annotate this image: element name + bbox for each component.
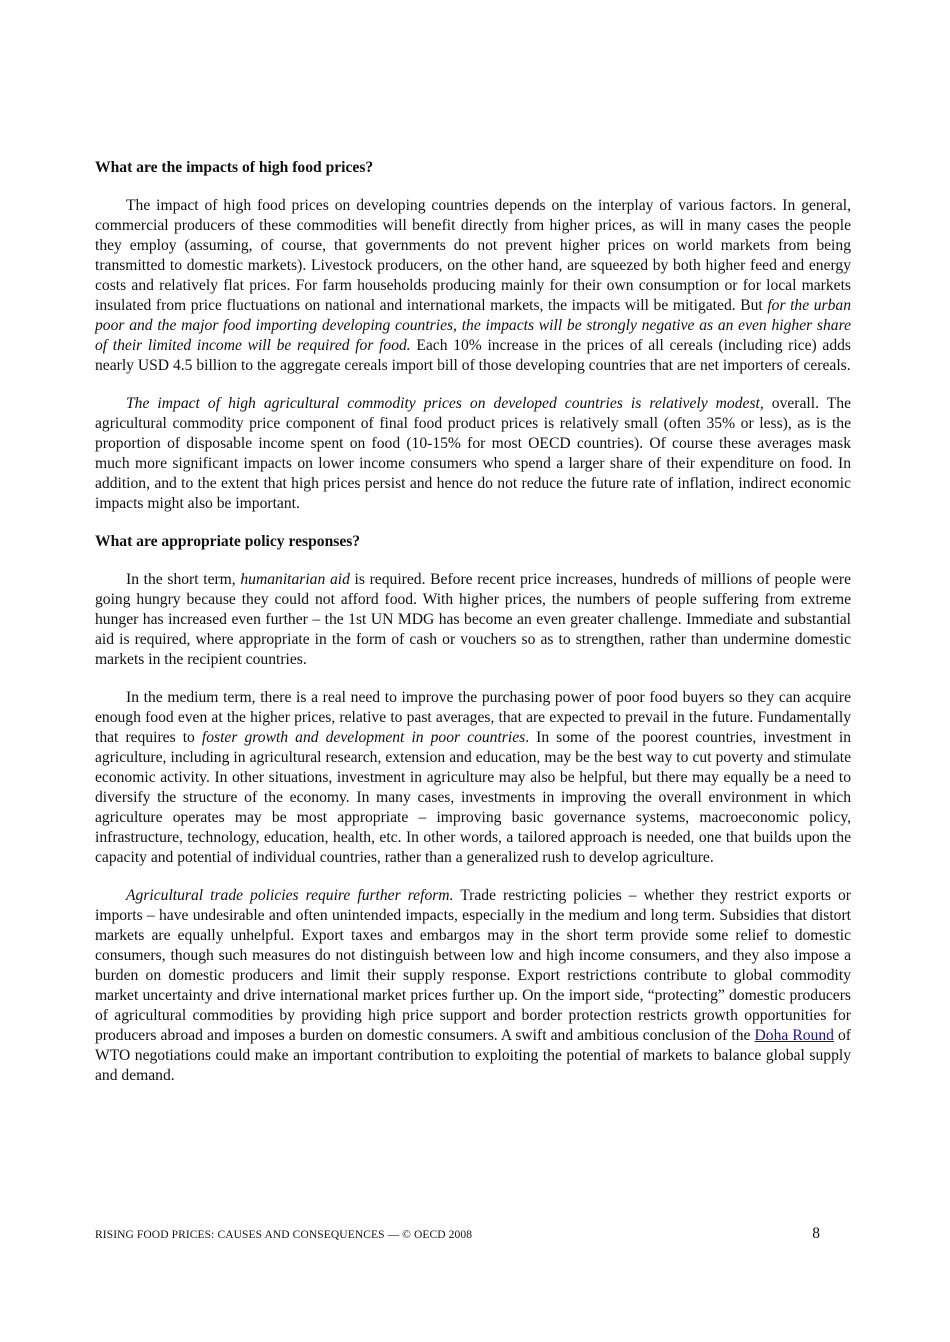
text-run: The impact of high food prices on developing countries depends on the interplay of various factors. In general, commercial producers of these commodities will benefit directly from higher prices, as will in many cases the people they employ (assuming, of course, that governments do not prevent higher prices on world markets from being transmitted to domestic markets). Livestock producers, on the other hand, are squeezed by both higher feed and energy costs and relatively flat prices. For farm households producing mainly for their own consumption or for local markets insulated from price fluctuations on national and international markets, the impacts will be mitigated. But <box>95 197 851 314</box>
paragraph-medium-term <box>95 688 851 868</box>
paragraph-impact-developing <box>95 196 851 376</box>
text-run: Trade restricting policies – whether they restrict exports or imports – have undesirable and often unintended impacts, especially in the medium and long term. Subsidies that distort markets are equally unhelpful. Export taxes and embargos may in the short term provide some relief to domestic consumers, though such measures do not distinguish between low and high income consumers, and they also impose a burden on domestic producers and limit their supply response. Export restrictions contribute to global commodity market uncertainty and drive international market prices further up. On the import side, “protecting” domestic producers of agricultural commodities by providing high price support and border protection restricts growth opportunities for producers abroad and imposes a burden on domestic consumers. A swift and ambitious conclusion of the <box>95 887 851 1044</box>
paragraph-trade-policy <box>95 886 851 1086</box>
text-run: . In some of the poorest countries, investment in agriculture, including in agricultural research, extension and education, may be the best way to cut poverty and stimulate economic activity. In other situations, investment in agriculture may also be helpful, but there may equally be a need to diversify the structure of the economy. In many cases, investments in improving the overall environment in which agriculture operates may be most appropriate – improving basic governance systems, macroeconomic policy, infrastructure, technology, education, health, etc. In other words, a tailored approach is needed, one that builds upon the capacity and potential of individual countries, rather than a generalized rush to develop agriculture. <box>95 729 851 866</box>
text-run: In the medium term, there is a real need to improve the purchasing power of poor food buyers so they can acquire enough food even at the higher prices, relative to past averages, that are expected to prevail in the future. Fundamentally that requires to <box>95 689 851 746</box>
italic-emphasis: foster growth and development in poor countries <box>201 729 526 746</box>
doha-round-link[interactable]: Doha Round <box>754 1027 834 1044</box>
section-heading-policy-responses: What are appropriate policy responses? <box>95 533 361 550</box>
text-run: In the short term, <box>126 571 241 588</box>
text-run: is required. Before recent price increases, hundreds of millions of people were going hungry because they could not afford food. With higher prices, the numbers of people suffering from extreme hunger has increased even further – the 1st UN MDG has become an even greater challenge. Immediate and substantial aid is required, where appropriate in the form of cash or vouchers so as to strengthen, rather than undermine domestic markets in the recipient countries. <box>95 571 851 668</box>
italic-emphasis: The impact of high agricultural commodity prices on developed countries is relatively modest, <box>126 395 764 412</box>
italic-emphasis: Agricultural trade policies require further reform. <box>126 887 454 904</box>
section-heading-impacts: What are the impacts of high food prices? <box>95 159 374 176</box>
page-footer <box>95 1225 820 1243</box>
paragraph-short-term <box>95 570 851 670</box>
text-run: Each 10% increase in the prices of all cereals (including rice) adds nearly USD 4.5 billion to the aggregate cereals import bill of those developing countries that are net importers of cereals. <box>95 337 851 374</box>
text-run: overall. The agricultural commodity price component of final food product prices is relatively small (often 35% or less), as is the proportion of disposable income spent on food (10-15% for most OECD countries). Of course these averages mask much more significant impacts on lower income consumers who spend a larger share of their expenditure on food. In addition, and to the extent that high prices persist and hence do not reduce the future rate of inflation, indirect economic impacts might also be important. <box>95 395 851 512</box>
italic-emphasis: humanitarian aid <box>240 571 350 588</box>
paragraph-impact-developed <box>95 394 851 514</box>
italic-emphasis: for the urban poor and the major food importing developing countries, the impacts will be strongly negative as an even higher share of their limited income will be required for food. <box>95 297 851 354</box>
page-body <box>95 158 851 1104</box>
footer-title: RISING FOOD PRICES: CAUSES AND CONSEQUENCES — © OECD 2008 <box>95 1229 473 1241</box>
page-number: 8 <box>812 1225 820 1242</box>
text-run: of WTO negotiations could make an important contribution to exploiting the potential of markets to balance global supply and demand. <box>95 1027 852 1084</box>
